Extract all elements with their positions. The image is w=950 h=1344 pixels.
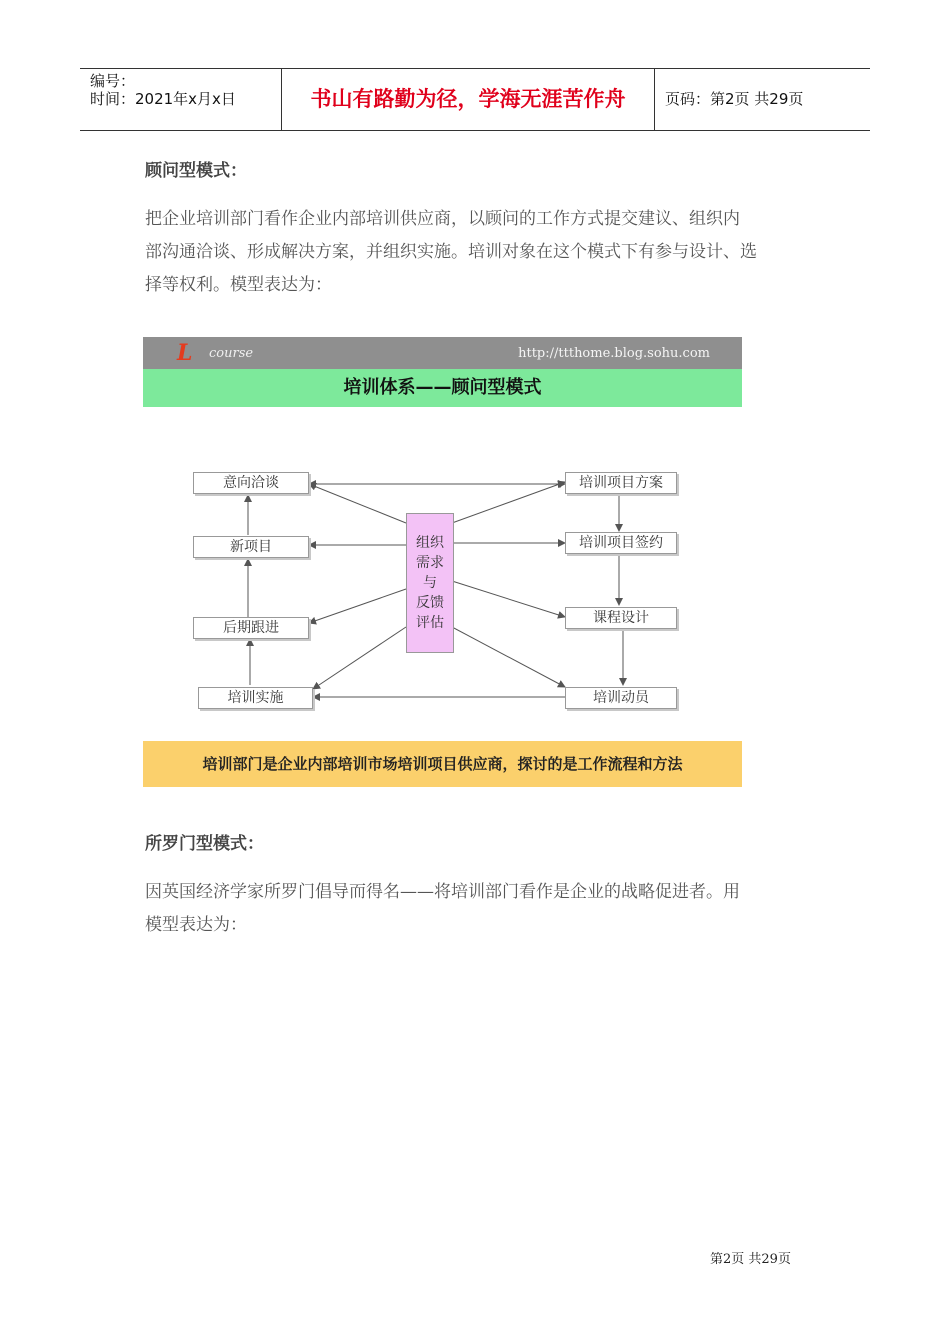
- figure-bottom-banner: 培训部门是企业内部培训市场培训项目供应商，探讨的是工作流程和方法: [143, 741, 742, 787]
- box-course-design: 课程设计: [565, 607, 677, 629]
- paragraph-line: 择等权利。模型表达为：: [145, 275, 332, 295]
- paragraph-line: 模型表达为：: [145, 915, 247, 935]
- section-paragraph-solomon: [145, 876, 810, 942]
- header-meta: [80, 69, 280, 130]
- figure-logo-letter: L: [177, 340, 193, 366]
- figure-url: http://ttthome.blog.sohu.com: [518, 346, 710, 361]
- header-page-info: 页码：第2页 共29页: [665, 90, 804, 108]
- box-implementation: 培训实施: [198, 687, 313, 709]
- figure-logo-text: course: [209, 346, 254, 361]
- center-box-line: 评估: [416, 615, 444, 631]
- consultant-model-figure: [143, 337, 742, 787]
- box-training-contract: 培训项目签约: [565, 532, 677, 554]
- document-header: [80, 68, 870, 131]
- center-needs-feedback-box: [406, 513, 454, 653]
- section-paragraph-consultant: [145, 203, 810, 302]
- center-box-line: 需求: [416, 555, 444, 571]
- box-follow-up: 后期跟进: [193, 617, 309, 639]
- document-time-label: 时间：2021年x月x日: [90, 90, 236, 108]
- paragraph-line: 因英国经济学家所罗门倡导而得名——将培训部门看作是企业的战略促进者。用: [145, 882, 740, 902]
- document-number-label: 编号：: [90, 72, 136, 90]
- header-motto: 书山有路勤为径，学海无涯苦作舟: [310, 87, 626, 111]
- section-heading-solomon: 所罗门型模式：: [145, 834, 264, 854]
- box-new-project: 新项目: [193, 536, 309, 558]
- paragraph-line: 把企业培训部门看作企业内部培训供应商，以顾问的工作方式提交建议、组织内: [145, 209, 740, 229]
- arrow-to-course-design: [452, 581, 565, 617]
- arrow-to-implementation: [313, 627, 406, 689]
- arrow-to-mobilization: [452, 627, 565, 687]
- box-training-plan: 培训项目方案: [565, 472, 677, 494]
- figure-title: 培训体系——顾问型模式: [143, 369, 742, 407]
- center-box-line: 反馈: [416, 595, 444, 611]
- box-training-mobilization: 培训动员: [565, 687, 677, 709]
- paragraph-line: 部沟通洽谈、形成解决方案，并组织实施。培训对象在这个模式下有参与设计、选: [145, 242, 757, 262]
- section-heading-consultant: 顾问型模式：: [145, 161, 247, 181]
- arrow-to-follow-up: [309, 589, 406, 623]
- header-divider: [654, 69, 655, 130]
- page-footer: 第2页 共29页: [710, 1252, 791, 1267]
- box-intention-talk: 意向洽谈: [193, 472, 309, 494]
- center-box-line: 组织: [416, 535, 444, 551]
- arrow-to-plan: [452, 482, 565, 523]
- arrow-to-intention: [309, 484, 406, 523]
- center-box-line: 与: [423, 575, 437, 591]
